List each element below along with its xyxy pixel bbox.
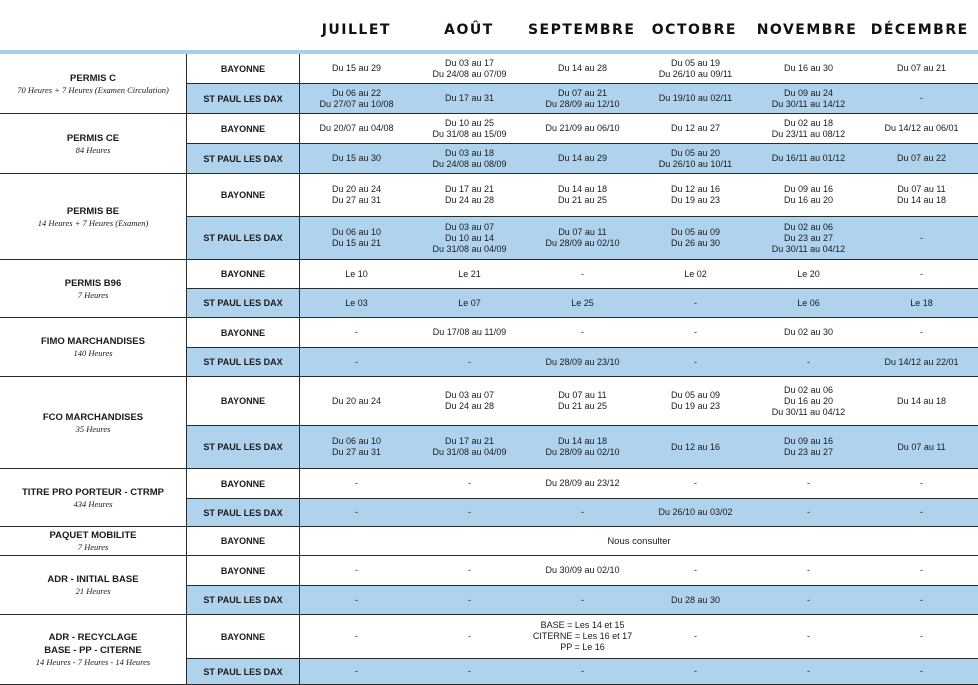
site-name: ST PAUL LES DAX [187, 348, 300, 376]
site-name: BAYONNE [187, 114, 300, 143]
course-group [0, 527, 978, 556]
date-cell: - [355, 478, 358, 488]
month-july: JUILLET [321, 22, 391, 38]
date-cell: - [920, 268, 923, 279]
schedule-row [187, 318, 978, 347]
date-cell: Du 09 au 24 Du 30/11 au 14/12 [771, 87, 846, 109]
course-title: ADR - INITIAL BASE [47, 574, 139, 585]
date-cell: - [468, 478, 471, 488]
course-title: ADR - RECYCLAGE BASE - PP - CITERNE [44, 632, 142, 656]
date-cell: Du 28 au 30 [670, 594, 721, 605]
course-group [0, 54, 978, 114]
date-cell: Du 07 au 21 [896, 63, 947, 73]
date-cell: Du 07 au 11 Du 14 au 18 [896, 184, 947, 205]
date-cell: Du 17 au 21 Du 24 au 28 [444, 184, 495, 205]
course-label [0, 54, 187, 113]
date-cell: Du 28/09 au 23/12 [545, 478, 620, 488]
date-cell: Du 15 au 29 [331, 63, 382, 73]
date-cell: - [920, 232, 923, 243]
date-cell: - [355, 666, 358, 676]
date-cell: - [468, 666, 471, 676]
schedule-row [187, 216, 978, 259]
date-cell: Le 18 [910, 297, 933, 308]
date-cell: Du 16 au 30 [783, 63, 834, 73]
date-cell: Du 02 au 06 Du 23 au 27 Du 30/11 au 04/12 [771, 221, 846, 254]
date-cell: Du 14/12 au 06/01 [884, 123, 959, 133]
date-cell: Du 26/10 au 03/02 [658, 507, 733, 517]
course-hours: 14 Heures + 7 Heures (Examen) [37, 217, 149, 228]
date-cell: Du 14/12 au 22/01 [884, 356, 959, 367]
course-title: FIMO MARCHANDISES [41, 336, 145, 347]
date-cell: - [920, 594, 923, 605]
date-cell: Du 15 au 30 [331, 153, 382, 163]
date-cell: - [468, 356, 471, 367]
date-cell: - [694, 631, 697, 641]
date-cell: - [807, 478, 810, 488]
site-name: BAYONNE [187, 318, 300, 347]
date-cell: - [581, 594, 584, 605]
schedule-row [187, 83, 978, 113]
date-cell: - [355, 356, 358, 367]
date-cell: Du 03 au 07 Du 10 au 14 Du 31/08 au 04/09 [432, 221, 507, 254]
date-cell: - [581, 666, 584, 676]
date-cell: - [920, 565, 923, 575]
date-cell: Du 06 au 22 Du 27/07 au 10/08 [319, 87, 394, 109]
course-group [0, 318, 978, 377]
date-cell: Du 28/09 au 23/10 [545, 356, 620, 367]
date-cell: - [468, 631, 471, 641]
schedule-row [187, 143, 978, 173]
date-cell: Du 05 au 19 Du 26/10 au 09/11 [658, 57, 733, 79]
date-cell: Du 06 au 10 Du 27 au 31 [331, 436, 382, 457]
date-cell: Le 25 [571, 297, 594, 308]
course-hours: 7 Heures [77, 289, 109, 300]
course-group [0, 615, 978, 685]
date-cell: Du 30/09 au 02/10 [545, 565, 620, 575]
course-hours: 35 Heures [75, 423, 111, 434]
date-cell: Du 12 au 16 Du 19 au 23 [670, 184, 721, 205]
date-cell: - [920, 478, 923, 488]
course-title: PERMIS CE [66, 132, 120, 144]
date-cell: Du 05 au 20 Du 26/10 au 10/11 [658, 147, 733, 169]
course-label [0, 260, 187, 317]
date-cell: - [807, 565, 810, 575]
date-cell: Le 06 [797, 297, 820, 308]
schedule-row [187, 527, 978, 555]
month-november: NOVEMBRE [756, 22, 858, 38]
date-cell: Du 07 au 21 Du 28/09 au 12/10 [545, 87, 620, 109]
site-name: BAYONNE [187, 469, 300, 498]
date-cell: Du 12 au 16 [670, 441, 721, 452]
date-cell: - [355, 565, 358, 575]
date-cell: - [694, 478, 697, 488]
date-cell: - [694, 297, 697, 308]
date-cell: Du 14 au 28 [557, 63, 608, 73]
date-cell: Du 14 au 18 Du 28/09 au 02/10 [545, 436, 620, 457]
course-group [0, 556, 978, 615]
month-august: AOÛT [444, 22, 494, 38]
date-cell: Le 20 [797, 268, 820, 279]
schedule-row [187, 425, 978, 468]
course-group [0, 469, 978, 527]
date-cell: Le 10 [345, 268, 368, 279]
course-hours: 140 Heures [73, 348, 113, 358]
date-cell: Du 03 au 17 Du 24/08 au 07/09 [432, 57, 507, 79]
date-cell: Du 03 au 07 Du 24 au 28 [444, 390, 495, 411]
site-name: ST PAUL LES DAX [187, 586, 300, 614]
schedule-row [187, 615, 978, 658]
date-cell: - [468, 507, 471, 517]
date-cell: Du 07 au 11 [897, 441, 946, 452]
date-cell: - [807, 631, 810, 641]
date-cell: - [694, 327, 697, 337]
schedule-row [187, 114, 978, 143]
site-name: BAYONNE [187, 54, 300, 83]
course-label [0, 469, 187, 526]
course-hours: 434 Heures [73, 498, 113, 509]
date-cell: BASE = Les 14 et 15 CITERNE = Les 16 et 17 PP = Le 16 [532, 620, 633, 652]
date-cell: Du 05 au 09 Du 26 au 30 [670, 227, 721, 248]
date-cell: - [920, 507, 923, 517]
date-cell: Du 02 au 18 Du 23/11 au 08/12 [771, 117, 846, 139]
date-cell: Du 02 au 06 Du 16 au 20 Du 30/11 au 04/12 [771, 384, 846, 417]
month-december: DÉCEMBRE [870, 22, 969, 38]
date-cell: Du 20/07 au 04/08 [319, 123, 394, 133]
course-title: PERMIS B96 [64, 277, 122, 289]
schedule-row [187, 174, 978, 216]
date-cell: - [355, 594, 358, 605]
course-title: FCO MARCHANDISES [42, 411, 144, 423]
schedule-row [187, 498, 978, 526]
date-cell: Du 03 au 18 Du 24/08 au 08/09 [432, 147, 507, 169]
date-cell: Du 07 au 11 Du 21 au 25 [557, 390, 608, 411]
date-cell: Du 07 au 22 [896, 153, 947, 163]
course-label [0, 174, 187, 259]
date-cell: - [920, 93, 923, 103]
site-name: BAYONNE [187, 260, 300, 288]
site-name: ST PAUL LES DAX [187, 289, 300, 317]
date-cell: Du 17 au 31 [444, 93, 495, 103]
date-cell: - [694, 666, 697, 676]
course-hours: 7 Heures [77, 542, 109, 552]
site-name: BAYONNE [187, 377, 300, 425]
course-hours: 14 Heures - 7 Heures - 14 Heures [35, 657, 151, 667]
month-september: SEPTEMBRE [527, 22, 636, 38]
site-name: ST PAUL LES DAX [187, 144, 300, 173]
schedule-row [187, 288, 978, 317]
course-title: PERMIS BE [66, 205, 120, 217]
course-hours: 21 Heures [75, 586, 111, 596]
site-name: BAYONNE [187, 527, 300, 555]
site-name: ST PAUL LES DAX [187, 217, 300, 259]
schedule-row [187, 347, 978, 376]
schedule-row [187, 260, 978, 288]
schedule-row [187, 658, 978, 684]
date-cell: - [807, 666, 810, 676]
date-cell: Du 20 au 24 Du 27 au 31 [331, 184, 382, 205]
month-header [300, 0, 976, 50]
schedule-row [187, 556, 978, 585]
date-cell: - [920, 666, 923, 676]
date-cell: Du 17 au 21 Du 31/08 au 04/09 [432, 436, 507, 457]
date-cell: Du 12 au 27 [670, 123, 721, 133]
schedule-table [0, 50, 978, 685]
site-name: ST PAUL LES DAX [187, 426, 300, 468]
date-cell: - [807, 594, 810, 605]
date-cell: Du 07 au 11 Du 28/09 au 02/10 [545, 227, 620, 248]
date-cell: Du 05 au 09 Du 19 au 23 [670, 390, 721, 411]
date-cell: - [468, 594, 471, 605]
course-label [0, 527, 187, 555]
course-group [0, 174, 978, 260]
date-cell: Du 14 au 29 [557, 153, 608, 163]
course-label [0, 615, 187, 684]
site-name: ST PAUL LES DAX [187, 499, 300, 526]
course-group [0, 260, 978, 318]
course-title: PERMIS C [70, 72, 116, 84]
date-cell: Du 10 au 25 Du 31/08 au 15/09 [432, 117, 507, 139]
date-cell: Du 14 au 18 [896, 395, 947, 406]
course-title: TITRE PRO PORTEUR - CTRMP [22, 486, 164, 498]
date-cell: - [807, 356, 810, 367]
date-cell: - [355, 507, 358, 517]
course-group [0, 114, 978, 174]
date-cell: - [468, 565, 471, 575]
date-cell: Du 17/08 au 11/09 [432, 327, 507, 337]
date-cell: Le 21 [458, 268, 481, 279]
course-hours: 84 Heures [75, 144, 111, 155]
schedule-row [187, 469, 978, 498]
month-october: OCTOBRE [651, 22, 737, 38]
schedule-row [187, 377, 978, 425]
course-label [0, 556, 187, 614]
span-cell: Nous consulter [607, 535, 671, 547]
course-group [0, 377, 978, 469]
date-cell: - [355, 631, 358, 641]
date-cell: - [694, 565, 697, 575]
date-cell: Du 09 au 16 Du 16 au 20 [783, 184, 834, 205]
course-label [0, 377, 187, 468]
site-name: ST PAUL LES DAX [187, 659, 300, 684]
date-cell: - [807, 507, 810, 517]
date-cell: Le 07 [458, 297, 481, 308]
course-label [0, 318, 187, 376]
date-cell: Le 02 [684, 268, 707, 279]
date-cell: - [581, 268, 584, 279]
date-cell: Du 09 au 16 Du 23 au 27 [783, 436, 834, 457]
schedule-row [187, 585, 978, 614]
site-name: BAYONNE [187, 615, 300, 658]
date-cell: Du 06 au 10 Du 15 au 21 [331, 227, 382, 248]
course-label [0, 114, 187, 173]
course-hours: 70 Heures + 7 Heures (Examen Circulation) [17, 84, 169, 95]
date-cell: Du 14 au 18 Du 21 au 25 [557, 184, 608, 205]
date-cell: - [581, 507, 584, 517]
course-title: PAQUET MOBILITE [49, 530, 137, 541]
site-name: ST PAUL LES DAX [187, 84, 300, 113]
date-cell: Du 16/11 au 01/12 [771, 153, 846, 163]
date-cell: Du 21/09 au 06/10 [545, 123, 620, 133]
date-cell: - [920, 631, 923, 641]
date-cell: Du 20 au 24 [331, 395, 382, 406]
date-cell: - [355, 327, 358, 337]
date-cell: - [920, 327, 923, 337]
site-name: BAYONNE [187, 174, 300, 216]
date-cell: Le 03 [345, 297, 368, 308]
schedule-row [187, 54, 978, 83]
date-cell: - [694, 356, 697, 367]
date-cell: Du 19/10 au 02/11 [658, 93, 733, 103]
site-name: BAYONNE [187, 556, 300, 585]
date-cell: Du 02 au 30 [783, 327, 834, 337]
date-cell: - [581, 327, 584, 337]
